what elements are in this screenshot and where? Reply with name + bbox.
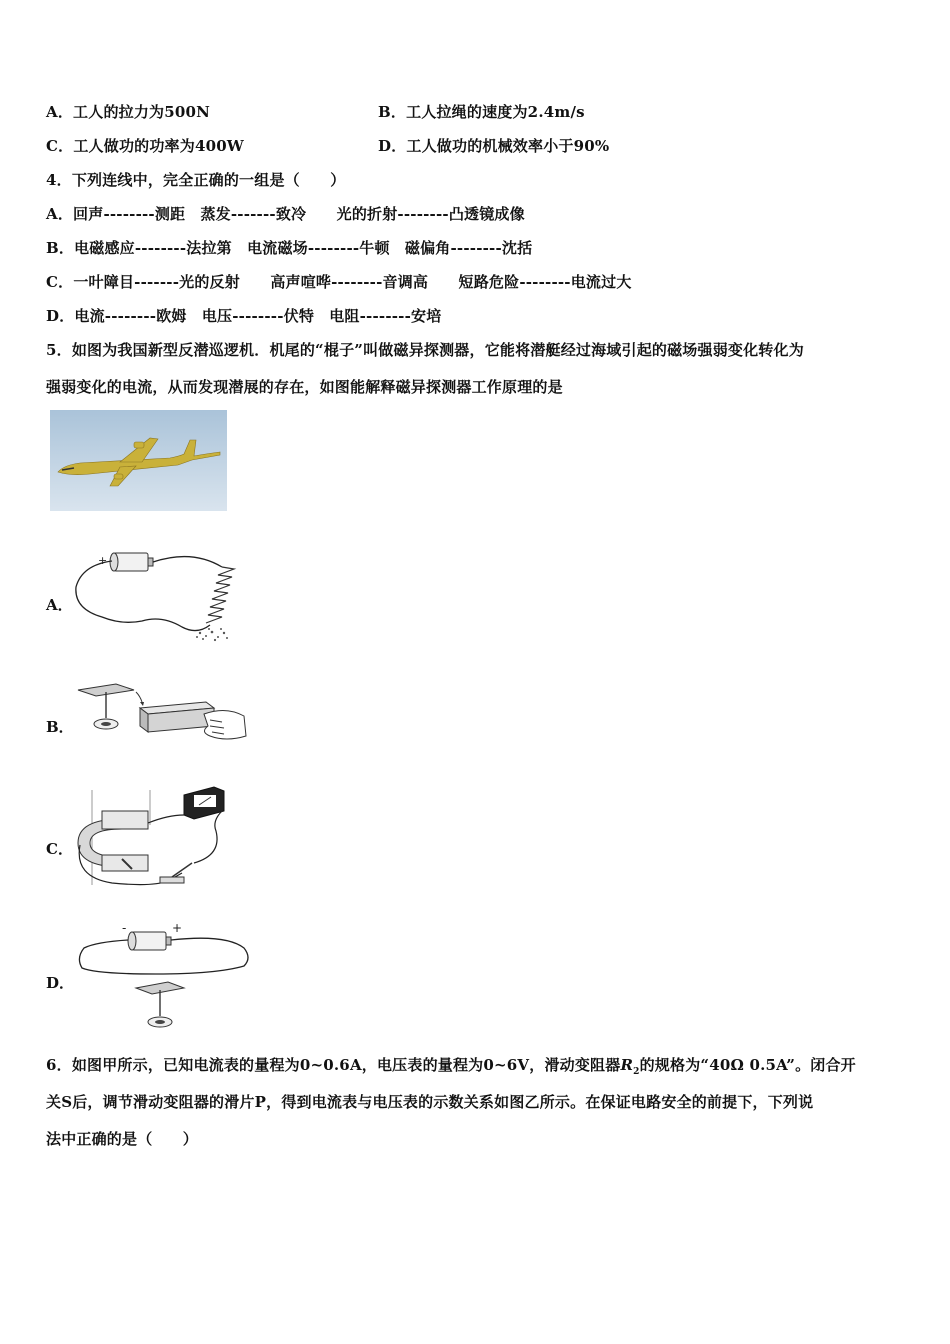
- bar-magnet-icon: [140, 702, 214, 732]
- q5-option-b-label: B．: [46, 718, 74, 736]
- q5-option-c-diagram: [72, 785, 227, 890]
- q5-option-a-diagram: [72, 545, 242, 645]
- q5-option-b-diagram: [76, 680, 251, 750]
- battery-minus-sign: -: [122, 921, 127, 935]
- q3-option-c: C．工人做功的功率为400W: [46, 137, 244, 155]
- battery-icon-d: [128, 932, 171, 950]
- q4-option-a: A．回声--------测距 蒸发-------致冷 光的折射--------凸透镜成像: [46, 205, 525, 223]
- q3-option-b: B．工人拉绳的速度为2.4m/s: [378, 103, 585, 121]
- galvanometer-icon: [184, 787, 224, 819]
- compass-needle-icon: [78, 684, 134, 729]
- q4-stem: 4．下列连线中，完全正确的一组是（ ）: [46, 171, 346, 189]
- battery-plus-sign-d: +: [172, 921, 183, 935]
- q5-option-c-label: C．: [46, 840, 73, 858]
- q5-option-d-label: D．: [46, 974, 75, 992]
- q3-option-a: A．工人的拉力为500N: [46, 103, 211, 121]
- battery-icon: [110, 553, 153, 571]
- q6-line1-pre: 6．如图甲所示，已知电流表的量程为0~0.6A，电压表的量程为0~6V，滑动变阻器: [46, 1056, 621, 1074]
- battery-plus-sign: +: [98, 554, 108, 567]
- q6-line3: 法中正确的是（ ）: [46, 1130, 199, 1148]
- q6-line2: 关S后，调节滑动变阻器的滑片P，得到电流表与电压表的示数关系如图乙所示。在保证电路安全的前提下，下列说: [46, 1093, 814, 1111]
- r2-symbol: $R_2$: [620, 1056, 640, 1077]
- hand-icon: [204, 710, 246, 739]
- patrol-aircraft-photo: [50, 410, 227, 511]
- coil-icon: [206, 567, 234, 623]
- u-magnet-icon: [78, 811, 148, 871]
- q4-option-b: B．电磁感应--------法拉第 电流磁场--------牛顿 磁偏角--------沈括: [46, 239, 533, 257]
- q6-line1-post: 的规格为“40Ω 0.5A”。闭合开: [639, 1056, 856, 1074]
- q5-option-d-diagram: [76, 918, 256, 1033]
- switch-icon: [160, 863, 192, 883]
- q5-stem-line2: 强弱变化的电流，从而发现潜展的存在，如图能解释磁异探测器工作原理的是: [46, 378, 563, 396]
- q4-option-d: D．电流--------欧姆 电压--------伏特 电阻--------安培: [46, 307, 442, 325]
- compass-icon-d: [136, 982, 184, 1027]
- q5-stem-line1: 5．如图为我国新型反潜巡逻机．机尾的“棍子”叫做磁异探测器，它能将潜艇经过海域引起的磁场强弱变化转化为: [46, 341, 804, 359]
- q6-line1: [46, 1055, 856, 1082]
- q5-option-a-label: A．: [46, 596, 73, 614]
- q4-option-c: C．一叶障目-------光的反射 高声喧哗--------音调高 短路危险--------电流过大: [46, 273, 632, 291]
- q3-option-d: D．工人做功的机械效率小于90%: [378, 137, 610, 155]
